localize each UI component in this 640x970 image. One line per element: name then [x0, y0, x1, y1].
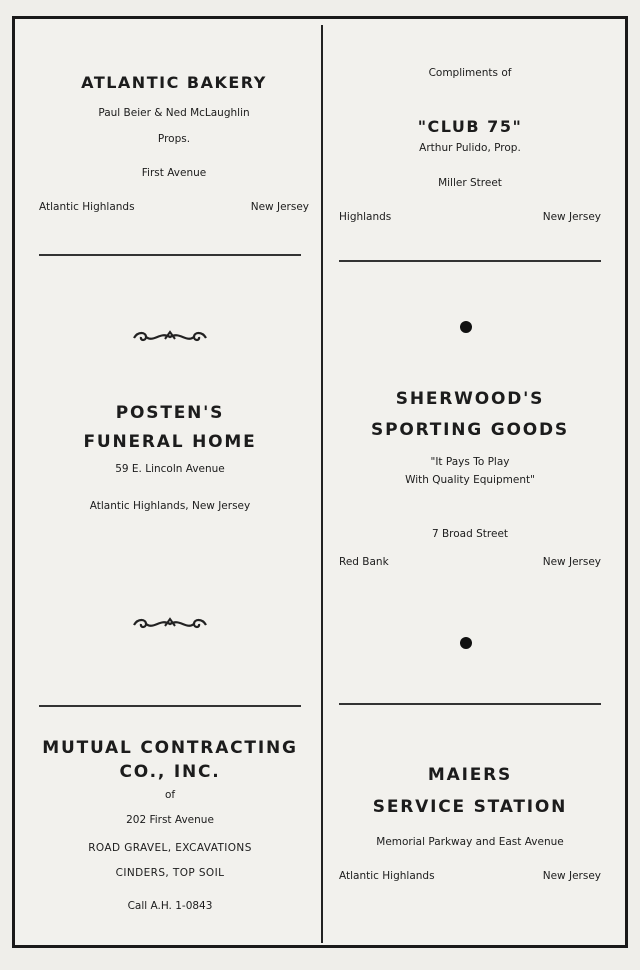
ad-location-row [39, 201, 309, 213]
ad-location-row [339, 870, 601, 882]
ad-address: Memorial Parkway and East Avenue [376, 836, 564, 849]
ad-title-line1: MUTUAL CONTRACTING [42, 738, 298, 758]
divider-right-2 [339, 703, 601, 705]
ad-owners: Paul Beier & Ned McLaughlin [98, 107, 250, 119]
ad-compliments: Compliments of [428, 67, 512, 79]
divider-left-1 [39, 254, 301, 256]
ornament-flourish-icon [132, 616, 208, 632]
ad-address: 7 Broad Street [431, 527, 509, 540]
ad-owner: Arthur Pulido, Prop. [419, 142, 521, 154]
ad-state: New Jersey [250, 201, 309, 213]
ad-location-row [339, 556, 601, 568]
ad-location-row [339, 211, 601, 223]
divider-right-1 [339, 260, 601, 262]
ad-address: 59 E. Lincoln Avenue [115, 463, 225, 476]
ad-town: Highlands [339, 211, 392, 223]
ad-props: Props. [157, 133, 191, 145]
ad-town: Atlantic Highlands, New Jersey [89, 500, 251, 513]
ad-atlantic-bakery [39, 19, 309, 249]
ad-town: Atlantic Highlands [339, 870, 435, 883]
ad-title-line2: SPORTING GOODS [371, 420, 569, 441]
ad-title: ATLANTIC BAKERY [81, 73, 267, 92]
ad-address: 202 First Avenue [126, 814, 214, 827]
ad-town: Atlantic Highlands [39, 201, 135, 213]
vertical-divider [321, 25, 323, 943]
ad-title-line2: CO., INC. [119, 761, 221, 782]
ad-state: New Jersey [542, 870, 601, 883]
ad-mutual-contracting [35, 737, 305, 914]
ad-of: of [164, 788, 176, 801]
ad-title-line2: FUNERAL HOME [83, 432, 257, 453]
ad-postens-funeral-home [39, 399, 301, 514]
ad-street: Miller Street [438, 177, 502, 189]
ornament-flourish-icon [132, 329, 208, 345]
ad-state: New Jersey [542, 211, 601, 223]
ad-maiers-service-station [339, 761, 601, 882]
ad-title-line1: MAIERS [427, 765, 513, 785]
ad-title-line1: POSTEN'S [115, 403, 225, 423]
ad-services-line2: CINDERS, TOP SOIL [115, 866, 225, 879]
ad-street: First Avenue [141, 167, 207, 179]
advertisement-page [12, 16, 628, 948]
punch-hole-icon [460, 637, 472, 649]
ad-services-line1: ROAD GRAVEL, EXCAVATIONS [88, 841, 252, 854]
ad-state: New Jersey [542, 556, 601, 569]
ad-title: "CLUB 75" [417, 117, 523, 136]
ad-slogan-line2: With Quality Equipment" [405, 474, 535, 487]
punch-hole-icon [460, 321, 472, 333]
ad-sherwoods-sporting-goods [339, 385, 601, 568]
ad-club-75 [339, 19, 601, 254]
ad-title-line2: SERVICE STATION [372, 797, 568, 818]
ad-title-line1: SHERWOOD'S [395, 389, 545, 409]
ad-town: Red Bank [339, 556, 389, 569]
ad-phone: Call A.H. 1-0843 [127, 900, 213, 913]
divider-left-2 [39, 705, 301, 707]
ad-slogan-line1: "It Pays To Play [430, 456, 510, 469]
